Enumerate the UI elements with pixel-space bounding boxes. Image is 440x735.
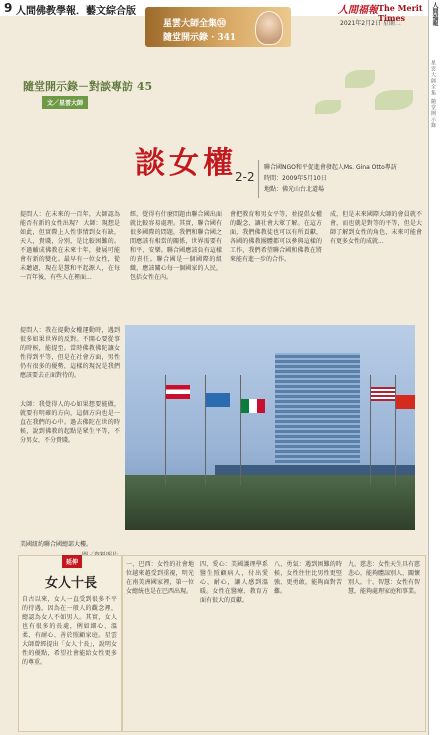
article-column-1c: 大師：我覺得人的心如果想要能做，就要有明確的方向，這個方向也是一直在我們的心中。過去佛陀在世的時候，說到佛教的起點是眾生平等，不分男女，不分貴賤。 bbox=[20, 401, 120, 444]
qa-column-3: 八、勇氣：遇到困難的時候，女性往往比男性更堅強、更勇敢，能夠面對苦難。 bbox=[274, 561, 342, 595]
sidebar-text: 自古以來，女人一直受到很多不平的待遇，因為在一般人的觀念裡，總認為女人不如男人。其實，女人也有很多的長處，例如細心、溫柔、有耐心、善於照顧家庭。星雲大師曾經提出「女人十長」，說明女性的優點，希望社會能給女性更多的尊重。 bbox=[22, 596, 117, 666]
side-strip-text: 星雲大師全集 隨堂開示錄 bbox=[430, 60, 436, 129]
masthead-english: The Merit Times bbox=[378, 3, 423, 23]
sidebar-title: 女人十長 bbox=[45, 576, 98, 591]
trees bbox=[125, 475, 415, 530]
un-headquarters-photo bbox=[125, 325, 415, 530]
article-column-4: 成，但是未來國際大師的會員就不會，而也就是對等的平等，但是大師了解到女性的角色，未來可能會有更多女性的成就... bbox=[330, 211, 422, 245]
article-part: 2-2 bbox=[235, 170, 255, 184]
interview-place: 地點：佛光山台北道場 bbox=[264, 186, 325, 193]
photo-caption: 美國紐約聯合國總部大樓。 bbox=[20, 541, 93, 548]
collection-banner bbox=[145, 7, 291, 47]
sidebar-tag: 延伸 bbox=[62, 555, 82, 568]
author-byline: 文／星雲大師 bbox=[42, 96, 88, 109]
qa-column-1: 一、巴西：女性的社會地位越來越受到重視，明光在南美洲國家裡，第一位女總統也是在巴西出現。 bbox=[126, 561, 194, 595]
qa-column-4: 九、慈悲：女性天生具有慈悲心，能夠體諒別人、關懷別人。十、智慧：女性有智慧，能夠處理家庭和事業。 bbox=[348, 561, 420, 595]
masthead-logo: 人間福報 bbox=[338, 5, 378, 16]
master-portrait bbox=[255, 11, 283, 45]
side-strip bbox=[428, 0, 440, 735]
article-column-2: 經，覺得有什麼問題由聯合國出面就比較容易處理。其實，聯合國有很多國際的問題，我們和聯合國之間應該有相當的關係，世界需要有和平、安樂。聯合國應該負有這樣的責任。聯合國是一個國際的組織，應該關心每一個國家的人民，包括女性在內。 bbox=[130, 211, 222, 281]
side-strip-logo: 人間福報 bbox=[431, 2, 438, 26]
article-column-3: 會把教育和男女平等，並提倡女權的觀念，讓社會大眾了解。在這方面，我們佛教徒也可以有所貢獻，各國的佛教團體都可以參與這樣的工作，我們希望聯合國和佛教在將來能有進一步的合作。 bbox=[230, 211, 322, 263]
banner-line-1: 星雲大師全集㊿ bbox=[163, 19, 227, 29]
banner-line-2: 隨堂開示錄 · 341 bbox=[163, 33, 237, 43]
article-column-1: 提問人：在未來的一百年，大師認為能否有新的女性出現？ 大師：現想是如此，但實際上人性事情到女有缺，天人，貴賤，分別，是比較困難的。不過輔成佛教在未來十年，發展可能會有新的變化。最早有一位女性，從未聽過，現在是慧和平起源人，在每一百年後，有些人在裡面... bbox=[20, 211, 120, 281]
title-divider bbox=[258, 160, 259, 198]
qa-column-2: 四、愛心：美國護理學系醫生照顧病人，付出愛心、耐心，讓人感到溫暖。女性在醫療、教育方面有很大的貢獻。 bbox=[200, 561, 268, 604]
page-number: 9 bbox=[4, 1, 13, 15]
paper-section-name: 人間佛教學報．藝文綜合版 bbox=[16, 6, 136, 17]
article-column-1b: 提問人：我在提動女權運動時，遇到很多如果世界的反對。不開心要從事的時候，能提至。當時佛教佛陀讓女性得到平等，但是在社會方面，男性仍有很多的優勢，這樣的現況是我們應該要去正面對待的。 bbox=[20, 327, 120, 379]
interview-time: 時間：2009年5月10日 bbox=[264, 175, 327, 182]
interview-subject: 聯合國NGO和平促進會發起人Ms. Gina Otto專訪 bbox=[264, 164, 397, 171]
series-title: 隨堂開示錄－對談專訪 45 bbox=[23, 80, 153, 93]
article-title: 談女權 bbox=[135, 146, 237, 181]
decorative-leaves bbox=[255, 60, 425, 135]
issue-date: 2021年2月2日 星期二 bbox=[340, 20, 401, 27]
